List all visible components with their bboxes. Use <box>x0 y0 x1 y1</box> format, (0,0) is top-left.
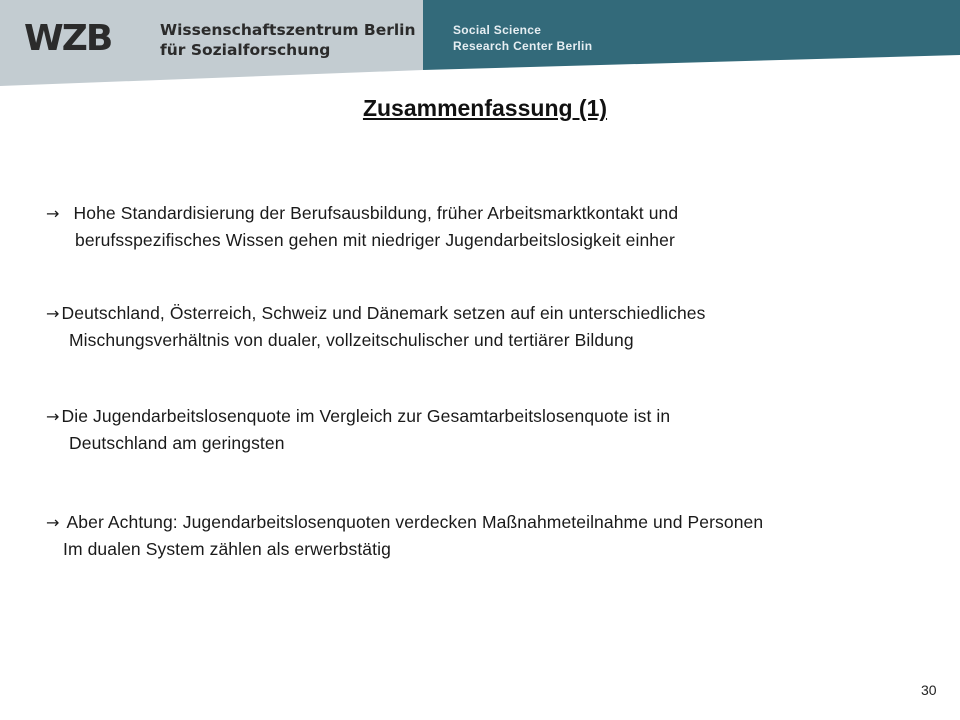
bullet-text-continued: Mischungsverhältnis von dualer, vollzeitschulischer und tertiärer Bildung <box>69 330 634 350</box>
summary-bullet-2 <box>46 300 705 354</box>
slide-title: Zusammenfassung (1) <box>362 95 608 121</box>
arrow-right-icon: → <box>46 513 60 532</box>
arrow-right-icon: → <box>46 304 60 323</box>
header-banner <box>0 0 960 86</box>
bullet-line <box>46 509 763 536</box>
arrow-right-icon: → <box>46 407 60 426</box>
bullet-line <box>46 403 670 430</box>
institution-name-line1: Wissenschaftszentrum Berlin <box>160 21 416 39</box>
arrow-right-icon: → <box>46 204 60 223</box>
page-number: 30 <box>921 682 937 698</box>
summary-bullet-4 <box>46 509 763 563</box>
bullet-text: Aber Achtung: Jugendarbeitslosenquoten verdecken Maßnahmeteilnahme und Personen <box>66 512 764 532</box>
summary-bullet-3 <box>46 403 670 457</box>
summary-bullet-1 <box>46 200 678 254</box>
wzb-logo: WZB <box>24 18 112 59</box>
bullet-text: Hohe Standardisierung der Berufsausbildung, früher Arbeitsmarktkontakt und <box>73 203 679 223</box>
bullet-text: Die Jugendarbeitslosenquote im Vergleich zur Gesamtarbeitslosenquote ist in <box>61 406 671 426</box>
tagline-line1: Social Science <box>453 23 542 37</box>
institution-name <box>160 20 416 60</box>
bullet-text-continued: berufsspezifisches Wissen gehen mit niedriger Jugendarbeitslosigkeit einher <box>75 230 675 250</box>
tagline-line2: Research Center Berlin <box>453 39 593 53</box>
bullet-text: Deutschland, Österreich, Schweiz und Dänemark setzen auf ein unterschiedliches <box>61 303 706 323</box>
institution-name-line2: für Sozialforschung <box>160 41 331 59</box>
bullet-line <box>46 300 705 327</box>
bullet-text-continued: Deutschland am geringsten <box>69 433 285 453</box>
english-tagline <box>453 22 592 54</box>
bullet-text-continued: Im dualen System zählen als erwerbstätig <box>63 539 391 559</box>
bullet-line <box>46 200 678 227</box>
